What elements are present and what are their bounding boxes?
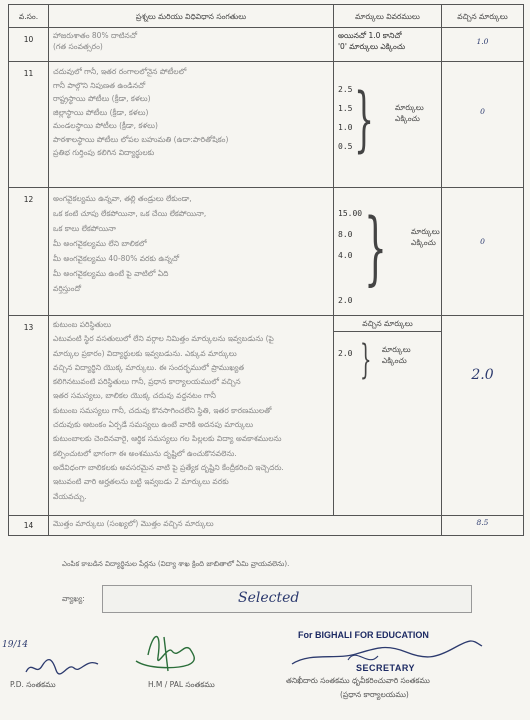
row-rule: [334, 62, 442, 188]
brace-glyph: }: [364, 201, 388, 294]
description-line: (గత సంవత్సరం): [53, 42, 103, 51]
awarded-marks: 1.0: [442, 28, 524, 62]
rule-value: 2.0: [338, 296, 353, 305]
brace-label: మార్కులు: [395, 103, 424, 112]
rule-line: అయినచో 1.0 కానిచో: [338, 31, 402, 40]
total-marks: 8.5: [442, 516, 524, 536]
description-line: ఎటువంటి స్థిర వసతులులో లేని వర్గాల నిమిత్తం మార్కులను ఇవ్వబడును (పై: [53, 334, 274, 344]
brace-glyph: }: [354, 78, 375, 160]
table-row: [9, 516, 524, 536]
brace-glyph: }: [360, 337, 372, 383]
rule-value: 1.0: [338, 123, 353, 132]
row-rule: [334, 188, 442, 316]
row-number: 14: [9, 516, 49, 536]
remarks-value: Selected: [238, 590, 300, 606]
description-line: కుటుంబాలకు చెందినవారై, ఆర్థిక సమస్యలు గల పిల్లలకు విద్యా అవకాశములను: [53, 434, 282, 444]
description-line: ఇతర సమస్యలు, బాలికల యొక్క చదువు వద్దనటం గానీ: [53, 391, 216, 401]
org-stamp: For BIGHALI FOR EDUCATION: [298, 630, 429, 640]
description-line: ప్రతిభ గుర్తింపు కలిగిన విద్యార్థులకు: [53, 148, 155, 157]
rule-subheader: వచ్చిన మార్కులు: [334, 316, 441, 332]
description-line: కలిగినటువంటి పరిస్థితులు గానీ, ప్రధాన కార్యాలయములో వచ్చిన: [53, 377, 241, 387]
row-number: 13: [9, 316, 49, 516]
description-line: వచ్చిన విద్యార్థిని యొక్క మార్కులు. ఈ సందర్భములో ప్రాముఖ్యత: [53, 362, 245, 372]
header-marks: వచ్చిన మార్కులు: [442, 5, 524, 28]
rule-value: 4.0: [338, 251, 353, 260]
hm-signature-caption: H.M / PAL సంతకము: [148, 680, 215, 689]
table-row: [9, 62, 524, 188]
inspector-signature-caption: [286, 676, 430, 687]
row-number: 10: [9, 28, 49, 62]
rule-line: '0' మార్కులు ఎక్కించు: [338, 42, 406, 51]
description-line: ఒక కంటి చూపు లేకపోయినా, ఒక చేయి లేకపోయినా,: [53, 209, 207, 218]
description-line: కల్పించుటలో భాగంగా ఈ అంశమును దృష్టిలో ఉంచుకొనవలెను.: [53, 448, 237, 458]
row-number: 11: [9, 62, 49, 188]
brace-label: మార్కులు: [411, 227, 440, 236]
brace-label: ఎక్కించు: [395, 114, 420, 123]
description-line: అంగవైకల్యము ఉన్నవా, తల్లి తండ్రులు లేకుండా,: [53, 194, 192, 203]
description-line: రాష్ట్రస్థాయి పోటీలు (క్రీడా, కళలు): [53, 94, 151, 103]
row-number: 12: [9, 188, 49, 316]
remarks-label: వ్యాఖ్య:: [62, 594, 85, 603]
hm-signature: [128, 625, 223, 677]
description-line: వర్తిస్తుందో: [53, 284, 81, 293]
description-line: మండలస్థాయి పోటీలు (క్రీడా, కళలు): [53, 121, 158, 130]
description-line: హాజరుశాతం 80% దాటినచో: [53, 31, 138, 40]
description-line: వేయవచ్చు.: [53, 491, 87, 501]
description-line: ఇటువంటి వారి అర్హతలను బట్టి ఇవ్వబడు 2 మార్కులు వరకు: [53, 477, 229, 487]
awarded-marks: 0: [442, 62, 524, 188]
description-line: పాఠశాలస్థాయి పోటీలు లోపల బహుమతి (ఉదా:పారితోషికం): [53, 134, 229, 144]
marks-table: [8, 4, 524, 536]
table-row: [9, 316, 524, 516]
pd-signature-caption: P.D. సంతకము: [10, 680, 56, 689]
row-description: [49, 28, 334, 62]
rule-value: 15.00: [338, 209, 363, 218]
rule-value: 2.5: [338, 85, 353, 94]
description-line: జిల్లాస్థాయి పోటీలు (క్రీడా, కళలు): [53, 107, 149, 117]
row-rule: [334, 28, 442, 62]
inspector-caption-text: తనిఖీదారు సంతకము: [286, 676, 350, 685]
description-line: కుటుంబ పరిస్థితులు: [53, 320, 112, 329]
description-line: మీ అంగవైకల్యము లేని బాలికలో: [53, 239, 147, 248]
header-rule: మార్కులు వివరములు: [334, 5, 442, 28]
date-note: 19/14: [2, 640, 28, 650]
description-line: మీ అంగవైకల్యము 40-80% వరకు ఉన్నచో: [53, 254, 180, 263]
rule-value: 1.5: [338, 104, 353, 113]
table-row: [9, 28, 524, 62]
description-line: మొత్తం మార్కులు (సంఖ్యలో) మొత్తం వచ్చిన మార్కులు: [53, 519, 214, 528]
verifier-caption-text: ధృవీకరించువారి సంతకము: [351, 676, 430, 685]
awarded-marks: 0: [442, 188, 524, 316]
brace-label: ఎక్కించు: [411, 238, 436, 247]
table-row: [9, 188, 524, 316]
pd-signature: [22, 650, 102, 680]
description-line: అదేవిధంగా బాలికలకు అవసరమైన వాటి పై ప్రత్యేక దృష్టిని కేంద్రీకరించి ఇచ్చెదరు.: [53, 462, 284, 472]
header-description: ప్రశ్నలు మరియు విధివిధాన సంగతులు: [49, 5, 334, 28]
row-description: [49, 516, 442, 536]
brace-label: ఎక్కించు: [381, 356, 407, 365]
table-header-row: [9, 5, 524, 28]
footnote: ఎంపిక కాబడిన విద్యార్థినుల పేర్లను (విద్యా శాఖ క్రింది జాబితాలో ఏమి వ్రాయవలెను).: [62, 560, 290, 568]
row-description: [49, 62, 334, 188]
description-line: మార్కుల ప్రకారం) విద్యార్థులకు ఇవ్వబడును. ఎక్కువ మార్కులు: [53, 348, 237, 358]
description-line: గానీ పాల్గొని నిపుణత ఉండినచో: [53, 80, 146, 90]
rule-value: 2.0: [338, 349, 353, 358]
description-line: మీ అంగవైకల్యము ఉంటే పై వాటిలో ఏది: [53, 269, 169, 278]
row-rule: [334, 316, 442, 516]
header-serial: వ.సం.: [9, 5, 49, 28]
description-line: కుటుంబ సమస్యలు గానీ, చదువు కొనసాగించలేని స్థితి, ఇతర కారణములతో: [53, 405, 272, 415]
rule-value: 0.5: [338, 142, 353, 151]
secretary-stamp: SECRETARY: [356, 663, 416, 673]
description-line: చదువులో గానీ, ఇతర రంగాలలోనైన పోటీలలో: [53, 67, 187, 76]
head-office-caption: (ప్రధాన కార్యాలయము): [340, 690, 409, 699]
brace-label: మార్కులు: [381, 345, 411, 354]
row-description: [49, 316, 334, 516]
awarded-marks: 2.0: [442, 316, 524, 516]
rule-value: 8.0: [338, 230, 353, 239]
description-line: చదువుకు ఆటంకం ఏర్పడే సమస్యలు ఉంటే వారికి అదనపు మార్కులు: [53, 420, 254, 430]
description-line: ఒక కాలు లేకపోయినా: [53, 224, 116, 233]
row-description: [49, 188, 334, 316]
